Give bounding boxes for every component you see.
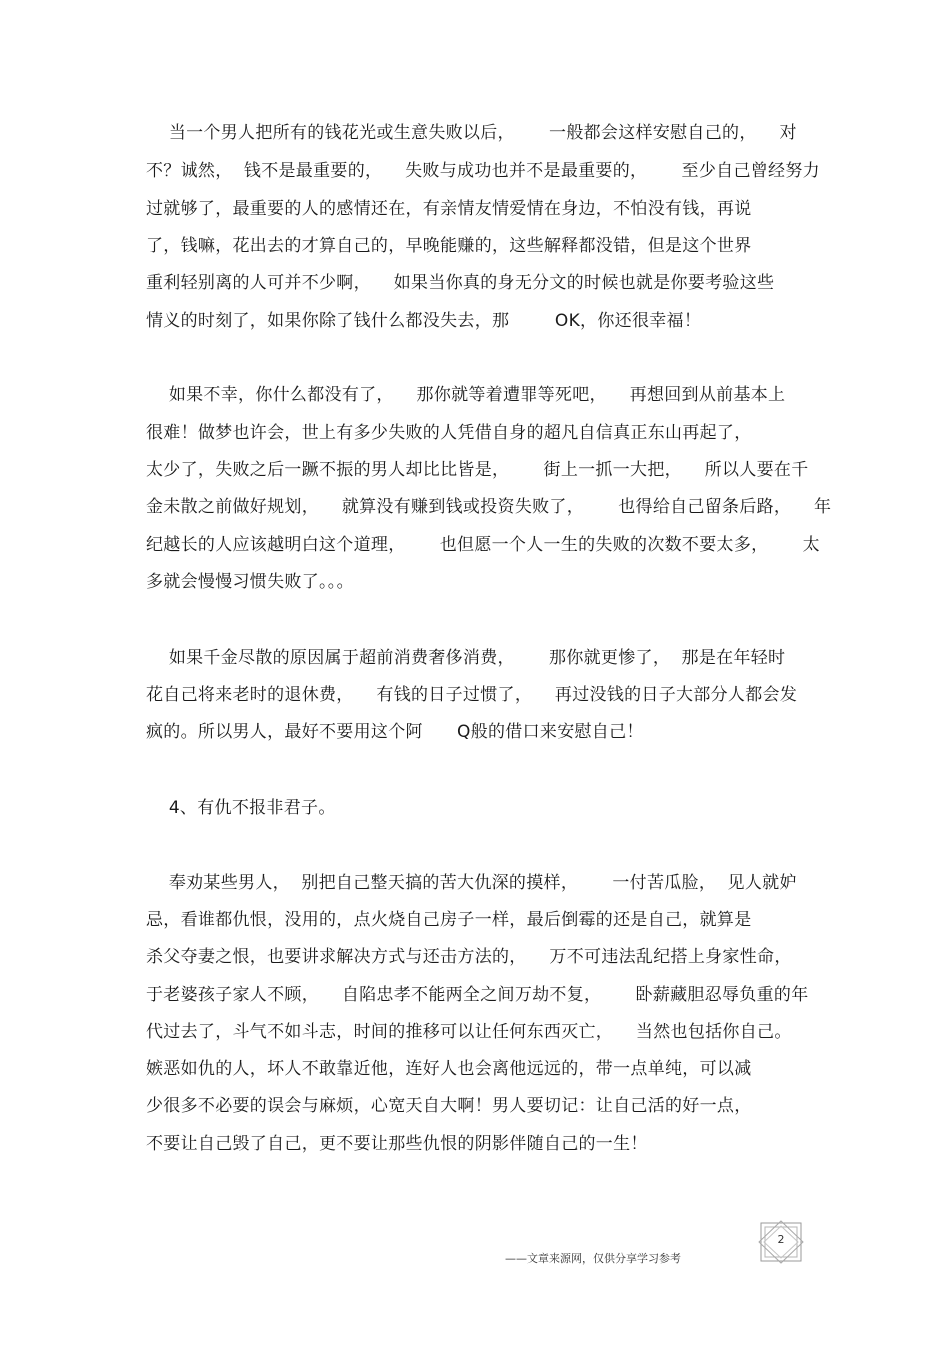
text-line: 情义的时刻了，如果你除了钱什么都没失去，那 OK，你还很幸福！ — [146, 311, 702, 331]
text-line: 疯的。所以男人，最好不要用这个阿 Q般的借口来安慰自己！ — [146, 722, 644, 742]
text-line: 多就会慢慢习惯失败了。。。 — [146, 572, 354, 592]
text-line: 不？诚然， 钱不是最重要的， 失败与成功也并不是最重要的， 至少自己曾经努力 — [146, 161, 820, 181]
text-line: 过就够了，最重要的人的感情还在，有亲情友情爱情在身边，不怕没有钱，再说 — [146, 199, 752, 219]
heading-line: 4、有仇不报非君子。 — [146, 798, 336, 818]
text-line: 金未散之前做好规划， 就算没有赚到钱或投资失败了， 也得给自己留条后路， 年 — [146, 497, 832, 517]
text-line: 花自己将来老时的退休费， 有钱的日子过惯了， 再过没钱的日子大部分人都会发 — [146, 685, 798, 705]
text-line: 重利轻别离的人可并不少啊， 如果当你真的身无分文的时候也就是你要考验这些 — [146, 273, 775, 293]
text-line: 了，钱嘛，花出去的才算自己的，早晚能赚的，这些解释都没错，但是这个世界 — [146, 236, 752, 256]
text-line: 如果千金尽散的原因属于超前消费奢侈消费， 那你就更惨了， 那是在年轻时 — [146, 648, 786, 668]
text-line: 嫉恶如仇的人，坏人不敢靠近他，连好人也会离他远远的，带一点单纯，可以减 — [146, 1059, 752, 1079]
text-line: 纪越长的人应该越明白这个道理， 也但愿一个人一生的失败的次数不要太多， 太 — [146, 535, 820, 555]
text-line: 杀父夺妻之恨，也要讲求解决方式与还击方法的， 万不可违法乱纪搭上身家性命， — [146, 947, 792, 967]
footer-source-note: ——文章来源网，仅供分享学习参考 — [505, 1252, 681, 1265]
text-line: 如果不幸，你什么都没有了， 那你就等着遭罪等死吧， 再想回到从前基本上 — [146, 385, 786, 405]
text-line: 少很多不必要的误会与麻烦，心宽天自大啊！男人要切记：让自己活的好一点， — [146, 1096, 752, 1116]
text-line: 于老婆孩子家人不顾， 自陷忠孝不能两全之间万劫不复， 卧薪藏胆忍辱负重的年 — [146, 985, 809, 1005]
text-line: 不要让自己毁了自己，更不要让那些仇恨的阴影伴随自己的一生！ — [146, 1134, 648, 1154]
text-line: 很难！做梦也许会，世上有多少失败的人凭借自身的超凡自信真正东山再起了， — [146, 423, 752, 443]
text-line: 奉劝某些男人， 别把自己整天搞的苦大仇深的摸样， 一付苦瓜脸， 见人就妒 — [146, 873, 797, 893]
text-line: 太少了，失败之后一蹶不振的男人却比比皆是， 街上一抓一大把， 所以人要在千 — [146, 460, 809, 480]
page-number-badge — [758, 1220, 804, 1264]
text-line: 代过去了，斗气不如斗志，时间的推移可以让任何东西灭亡， 当然也包括你自己。 — [146, 1022, 792, 1042]
page-number: 2 — [777, 1233, 785, 1246]
text-line: 忌，看谁都仇恨，没用的，点火烧自己房子一样，最后倒霉的还是自己，就算是 — [146, 910, 752, 930]
text-line: 当一个男人把所有的钱花光或生意失败以后， 一般都会这样安慰自己的， 对 — [146, 123, 797, 143]
